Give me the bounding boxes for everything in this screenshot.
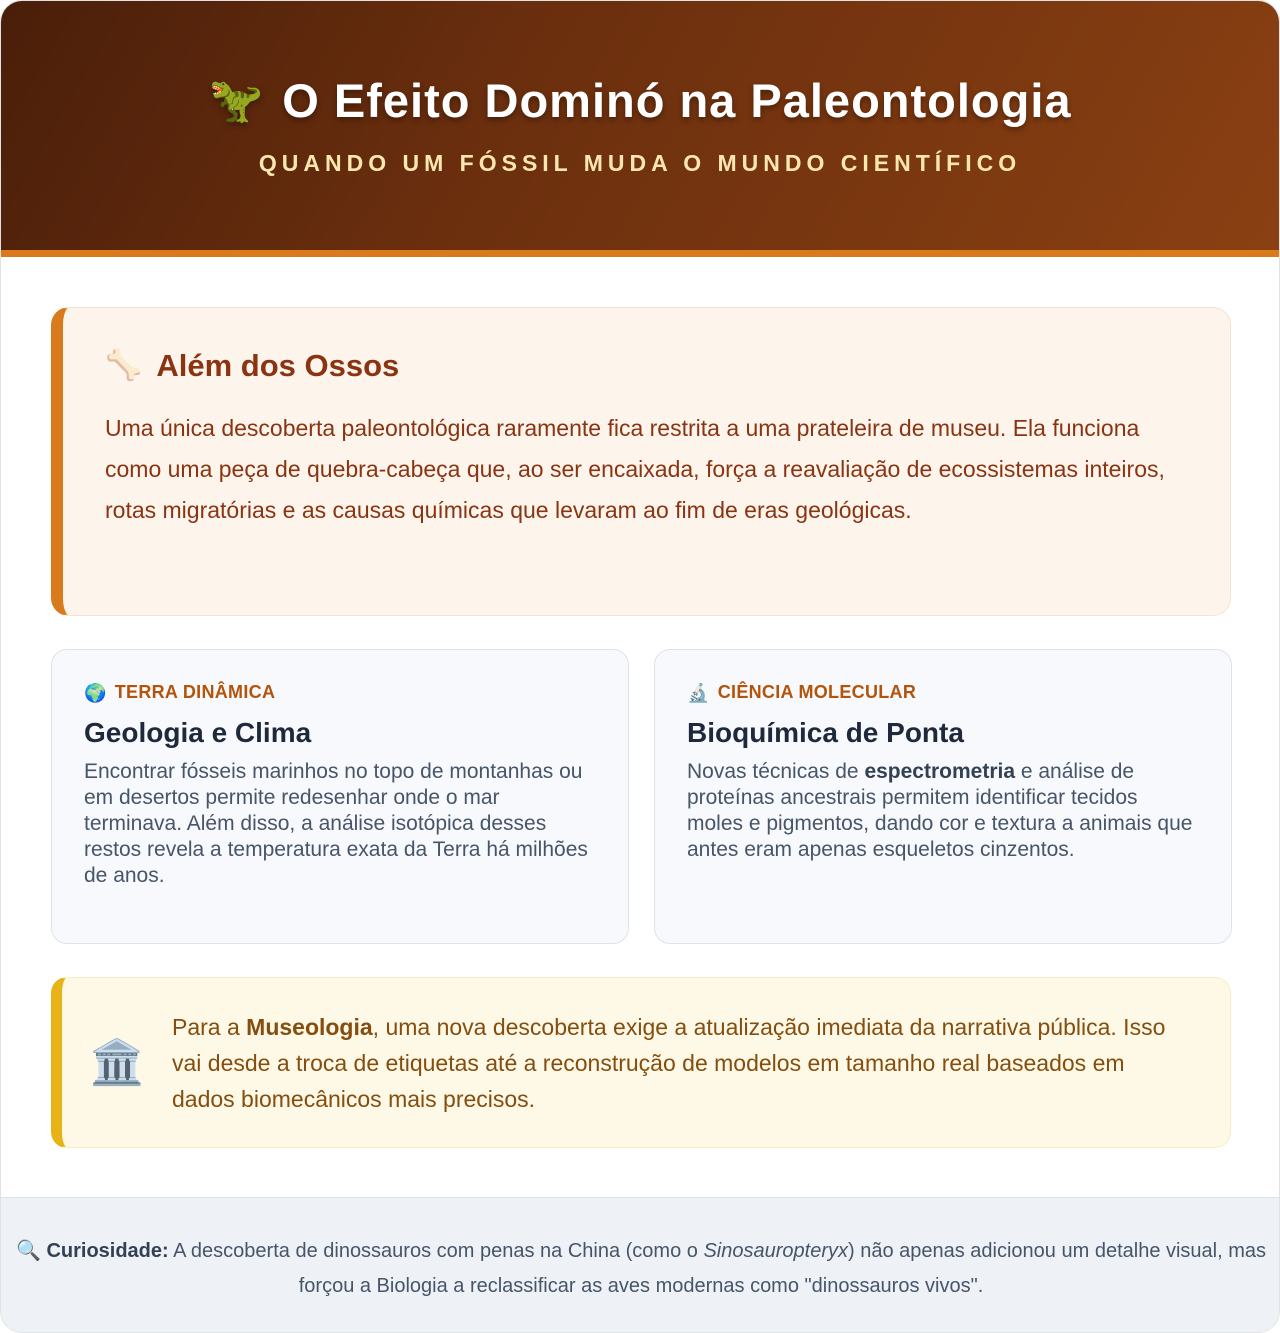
museum-text-end: , uma nova descoberta exige a atualização imediata da narrativa pública. Isso vai desde a troca de etiquetas até a reconstrução de modelos em tamanho real baseados em dados biomecânicos mais precisos. [172, 1013, 1166, 1112]
card-tag [84, 682, 596, 703]
page-title-text: O Efeito Dominó na Paleontologia [282, 74, 1072, 127]
card-tag-text: TERRA DINÂMICA [114, 682, 276, 702]
dinosaur-icon: 🦖 [208, 75, 265, 125]
card-tag [687, 682, 1199, 703]
card-title: Geologia e Clima [84, 717, 312, 748]
museum-text-bold: Museologia [246, 1013, 373, 1040]
page-header [1, 1, 1279, 257]
card-title: Bioquímica de Ponta [687, 717, 964, 748]
card-text-start: Novas técnicas de [687, 760, 865, 783]
card-text [687, 759, 1199, 863]
magnifier-icon: 🔍 [15, 1240, 41, 1262]
globe-icon: 🌍 [84, 682, 107, 703]
intro-text: Uma única descoberta paleontológica raramente fica restrita a uma prateleira de museu. Ela funciona como uma peça de quebra-cabeça que, ao ser encaixada, força a reavaliação de ecossistemas inteiros, rotas migratórias e as causas químicas que levaram ao fim de eras geológicas. [105, 415, 1165, 523]
museum-text-start: Para a [172, 1013, 247, 1040]
museum-icon: 🏛️ [89, 1037, 145, 1087]
card-biochemistry [654, 649, 1232, 944]
card-text: Encontrar fósseis marinhos no topo de montanhas ou em desertos permite redesenhar onde o mar terminava. Além disso, a análise isotópica desses restos revela a temperatura exata da Terra há milhões de anos. [84, 760, 588, 887]
footer-text-end: ) não apenas adicionou um detalhe visual, mas forçou a Biologia a reclassificar as aves modernas como "dinossauros vivos". [298, 1240, 1267, 1297]
page-subtitle: QUANDO UM FÓSSIL MUDA O MUNDO CIENTÍFICO [258, 150, 1022, 176]
intro-title [105, 348, 1190, 384]
page-title [1, 73, 1279, 128]
footer-curiosity [1, 1197, 1280, 1333]
card-geology [51, 649, 629, 944]
bone-icon: 🦴 [105, 349, 143, 382]
card-tag-text: CIÊNCIA MOLECULAR [717, 682, 917, 702]
card-text-end: e análise de proteínas ancestrais permitem identificar tecidos moles e pigmentos, dando cor e textura a animais que antes eram apenas esqueletos cinzentos. [687, 760, 1193, 861]
footer-text-start: A descoberta de dinossauros com penas na China (como o [168, 1240, 704, 1262]
museum-text [172, 1009, 1230, 1117]
footer-text-italic: Sinosauropteryx [703, 1240, 848, 1262]
microscope-icon: 🔬 [687, 682, 710, 703]
intro-title-text: Além dos Ossos [156, 348, 400, 383]
intro-card [51, 307, 1231, 616]
card-text-bold: espectrometria [864, 760, 1016, 783]
footer-label: Curiosidade: [46, 1240, 169, 1262]
museum-callout [51, 977, 1231, 1148]
